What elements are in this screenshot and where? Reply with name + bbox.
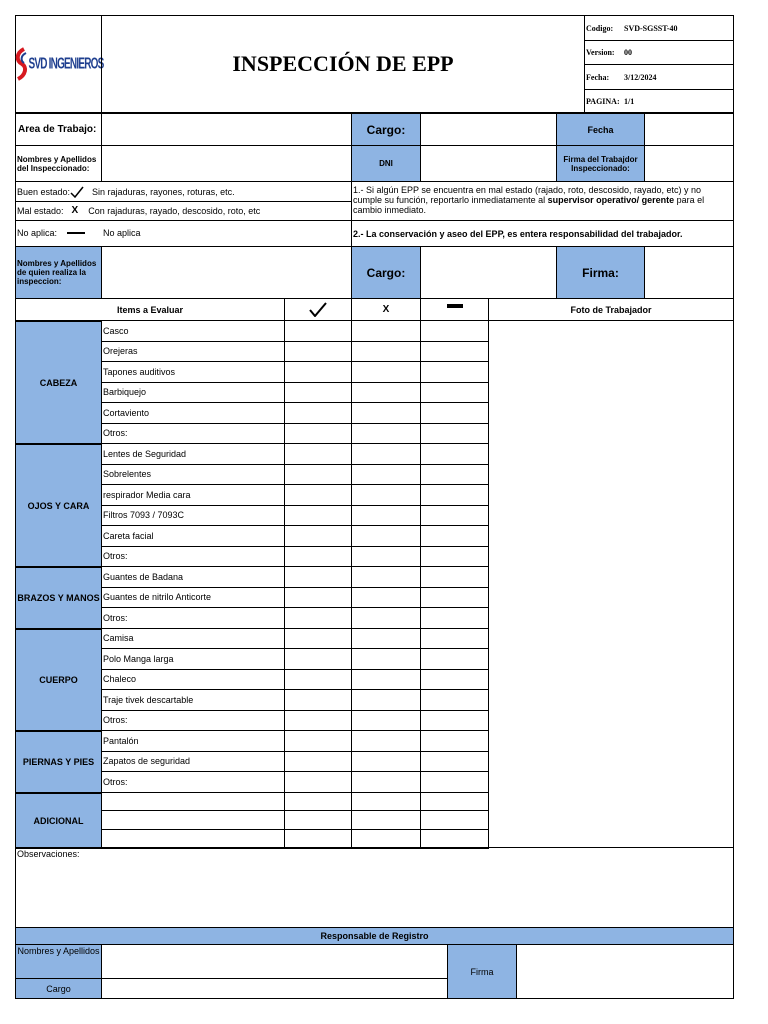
- item-check-cell[interactable]: [284, 382, 352, 404]
- item-x-cell[interactable]: [351, 423, 421, 445]
- item-label: Zapatos de seguridad: [101, 751, 285, 773]
- item-check-cell[interactable]: [284, 771, 352, 793]
- item-x-cell[interactable]: [351, 361, 421, 383]
- item-label: Pantalón: [101, 730, 285, 752]
- logo-cell: [15, 15, 102, 113]
- registro-cargo-label: Cargo: [15, 978, 102, 999]
- item-na-cell[interactable]: [420, 402, 489, 424]
- item-label: [101, 792, 285, 812]
- item-na-cell[interactable]: [420, 648, 489, 670]
- item-x-cell[interactable]: [351, 464, 421, 486]
- item-x-cell[interactable]: [351, 320, 421, 342]
- item-label: Orejeras: [101, 341, 285, 363]
- group-label: CUERPO: [15, 628, 102, 732]
- item-label: Filtros 7093 / 7093C: [101, 505, 285, 527]
- meta-value: 3/12/2024: [624, 72, 657, 82]
- item-check-cell[interactable]: [284, 546, 352, 568]
- note-1: 1.- Si algún EPP se encuentra en mal estado (rajado, roto, descosido, rayado, etc) y no cumple su función, reportarlo inmediatamente al supervisor operativo/ gerente para el cambio inmediato.: [353, 185, 705, 215]
- item-na-cell[interactable]: [420, 341, 489, 363]
- item-x-cell[interactable]: [351, 341, 421, 363]
- item-x-cell[interactable]: [351, 382, 421, 404]
- registro-nombres-field[interactable]: [101, 944, 448, 979]
- meta-label: Version:: [586, 48, 615, 57]
- item-x-cell[interactable]: [351, 546, 421, 568]
- item-na-cell[interactable]: [420, 689, 489, 711]
- item-na-cell[interactable]: [420, 464, 489, 486]
- item-na-cell[interactable]: [420, 628, 489, 650]
- item-na-cell[interactable]: [420, 566, 489, 588]
- item-label: Otros:: [101, 771, 285, 793]
- item-label: respirador Media cara: [101, 484, 285, 506]
- item-check-cell[interactable]: [284, 423, 352, 445]
- registro-firma-label: Firma: [447, 944, 517, 999]
- item-x-cell[interactable]: [351, 443, 421, 465]
- foto-area[interactable]: [488, 320, 734, 848]
- meta-row-0: [584, 15, 734, 41]
- item-na-cell[interactable]: [420, 382, 489, 404]
- no-aplica-label: No aplica:: [17, 228, 58, 238]
- item-check-cell[interactable]: [284, 648, 352, 670]
- item-x-cell[interactable]: [351, 810, 421, 830]
- item-check-cell[interactable]: [284, 484, 352, 506]
- item-check-cell[interactable]: [284, 464, 352, 486]
- item-check-cell[interactable]: [284, 361, 352, 383]
- fecha-field[interactable]: [644, 113, 734, 146]
- registro-nombres-label: Nombres y Apellidos: [15, 944, 102, 979]
- inspector-field[interactable]: [101, 246, 352, 299]
- check-header: [284, 298, 352, 321]
- nombres-label: Nombres y Apellidos del Inspeccionado:: [15, 145, 102, 182]
- fecha-label: Fecha: [556, 113, 645, 146]
- inspector-firma-field[interactable]: [644, 246, 734, 299]
- meta-row-1: [584, 40, 734, 65]
- item-na-cell[interactable]: [420, 669, 489, 691]
- inspector-label: Nombres y Apellidos de quien realiza la inspeccion:: [15, 246, 102, 299]
- item-label: Otros:: [101, 546, 285, 568]
- dni-label: DNI: [351, 145, 421, 182]
- item-label: Lentes de Seguridad: [101, 443, 285, 465]
- item-label: Guantes de nitrilo Anticorte: [101, 587, 285, 609]
- item-na-cell[interactable]: [420, 730, 489, 752]
- item-label: Casco: [101, 320, 285, 342]
- foto-header: Foto de Trabajador: [488, 298, 734, 321]
- meta-row-3: [584, 89, 734, 113]
- item-label: [101, 829, 285, 849]
- item-x-cell[interactable]: [351, 607, 421, 629]
- item-x-cell[interactable]: [351, 505, 421, 527]
- note-2: 2.- La conservación y aseo del EPP, es entera responsabilidad del trabajador.: [353, 229, 683, 239]
- item-x-cell[interactable]: [351, 628, 421, 650]
- buen-estado-desc: Sin rajaduras, rayones, roturas, etc.: [92, 187, 235, 197]
- item-x-cell[interactable]: [351, 710, 421, 732]
- item-label: [101, 810, 285, 830]
- item-label: Careta facial: [101, 525, 285, 547]
- item-check-cell[interactable]: [284, 810, 352, 830]
- group-label: OJOS Y CARA: [15, 443, 102, 567]
- item-na-cell[interactable]: [420, 423, 489, 445]
- area-field[interactable]: [101, 113, 352, 146]
- item-na-cell[interactable]: [420, 771, 489, 793]
- item-na-cell[interactable]: [420, 525, 489, 547]
- cargo-label: Cargo:: [351, 113, 421, 146]
- inspector-firma-label: Firma:: [556, 246, 645, 299]
- dash-icon: [67, 232, 85, 234]
- observaciones-box[interactable]: [15, 847, 734, 928]
- item-x-cell[interactable]: [351, 669, 421, 691]
- item-na-cell[interactable]: [420, 792, 489, 812]
- item-label: Barbiquejo: [101, 382, 285, 404]
- item-check-cell[interactable]: [284, 587, 352, 609]
- item-label: Cortaviento: [101, 402, 285, 424]
- mal-estado-label: Mal estado:: [17, 205, 64, 216]
- item-check-cell[interactable]: [284, 628, 352, 650]
- group-label: ADICIONAL: [15, 792, 102, 849]
- item-na-cell[interactable]: [420, 443, 489, 465]
- buen-estado-label: Buen estado:: [17, 187, 71, 197]
- item-check-cell[interactable]: [284, 829, 352, 849]
- item-check-cell[interactable]: [284, 505, 352, 527]
- item-label: Otros:: [101, 710, 285, 732]
- item-label: Camisa: [101, 628, 285, 650]
- item-na-cell[interactable]: [420, 829, 489, 849]
- logo-mark-icon: [14, 47, 28, 81]
- dni-field[interactable]: [420, 145, 557, 182]
- area-label: Area de Trabajo:: [15, 113, 102, 146]
- page-title: INSPECCIÓN DE EPP: [101, 15, 585, 113]
- nombres-field[interactable]: [101, 145, 352, 182]
- item-label: Guantes de Badana: [101, 566, 285, 588]
- na-header: [420, 298, 489, 321]
- inspector-cargo-label: Cargo:: [351, 246, 421, 299]
- meta-row-2: [584, 64, 734, 90]
- logo-text: SVD INGENIEROS: [28, 55, 104, 73]
- item-label: Tapones auditivos: [101, 361, 285, 383]
- item-na-cell[interactable]: [420, 810, 489, 830]
- meta-label: PAGINA:: [586, 96, 620, 106]
- item-x-cell[interactable]: [351, 648, 421, 670]
- items-header: Items a Evaluar: [15, 298, 285, 321]
- registro-cargo-field[interactable]: [101, 978, 448, 999]
- cargo-field[interactable]: [420, 113, 557, 146]
- item-label: Polo Manga larga: [101, 648, 285, 670]
- meta-value: 1/1: [624, 96, 635, 106]
- check-icon: [309, 302, 327, 317]
- inspector-cargo-field[interactable]: [420, 246, 557, 299]
- registro-firma-field[interactable]: [516, 944, 734, 999]
- firma-trabajador-field[interactable]: [644, 145, 734, 182]
- meta-value: SVD-SGSST-40: [624, 23, 678, 33]
- item-label: Traje tivek descartable: [101, 689, 285, 711]
- item-check-cell[interactable]: [284, 730, 352, 752]
- firma-trabajador-label: Firma del Trabajdor Inspeccionado:: [556, 145, 645, 182]
- item-na-cell[interactable]: [420, 546, 489, 568]
- mal-estado-desc: Con rajaduras, rayado, descosido, roto, etc: [88, 205, 261, 216]
- item-x-cell[interactable]: [351, 587, 421, 609]
- group-label: BRAZOS Y MANOS: [15, 566, 102, 629]
- item-na-cell[interactable]: [420, 607, 489, 629]
- item-na-cell[interactable]: [420, 361, 489, 383]
- x-mark-icon: X: [71, 205, 79, 216]
- item-check-cell[interactable]: [284, 525, 352, 547]
- item-x-cell[interactable]: [351, 771, 421, 793]
- item-check-cell[interactable]: [284, 710, 352, 732]
- item-check-cell[interactable]: [284, 607, 352, 629]
- item-check-cell[interactable]: [284, 689, 352, 711]
- group-label: CABEZA: [15, 320, 102, 444]
- item-na-cell[interactable]: [420, 710, 489, 732]
- item-x-cell[interactable]: [351, 484, 421, 506]
- item-check-cell[interactable]: [284, 669, 352, 691]
- meta-value: 00: [624, 48, 632, 57]
- item-check-cell[interactable]: [284, 320, 352, 342]
- item-x-cell[interactable]: [351, 751, 421, 773]
- item-x-cell[interactable]: [351, 566, 421, 588]
- item-x-cell[interactable]: [351, 402, 421, 424]
- item-check-cell[interactable]: [284, 566, 352, 588]
- meta-label: Fecha:: [586, 72, 610, 82]
- item-na-cell[interactable]: [420, 505, 489, 527]
- item-check-cell[interactable]: [284, 443, 352, 465]
- item-x-cell[interactable]: [351, 730, 421, 752]
- item-x-cell[interactable]: [351, 792, 421, 812]
- meta-label: Codigo:: [586, 23, 614, 33]
- dash-icon: [447, 304, 463, 308]
- item-x-cell[interactable]: [351, 829, 421, 849]
- item-check-cell[interactable]: [284, 751, 352, 773]
- item-label: Sobrelentes: [101, 464, 285, 486]
- no-aplica-desc: No aplica: [103, 228, 141, 238]
- item-na-cell[interactable]: [420, 484, 489, 506]
- item-x-cell[interactable]: [351, 689, 421, 711]
- company-logo: [14, 47, 104, 81]
- group-label: PIERNAS Y PIES: [15, 730, 102, 793]
- item-na-cell[interactable]: [420, 587, 489, 609]
- item-check-cell[interactable]: [284, 402, 352, 424]
- item-check-cell[interactable]: [284, 341, 352, 363]
- item-label: Chaleco: [101, 669, 285, 691]
- registro-title: Responsable de Registro: [15, 927, 734, 945]
- x-header: X: [351, 298, 421, 321]
- item-check-cell[interactable]: [284, 792, 352, 812]
- item-na-cell[interactable]: [420, 320, 489, 342]
- observaciones-label: Observaciones:: [17, 849, 80, 859]
- item-label: Otros:: [101, 423, 285, 445]
- item-na-cell[interactable]: [420, 751, 489, 773]
- item-label: Otros:: [101, 607, 285, 629]
- check-icon: [70, 186, 84, 198]
- item-x-cell[interactable]: [351, 525, 421, 547]
